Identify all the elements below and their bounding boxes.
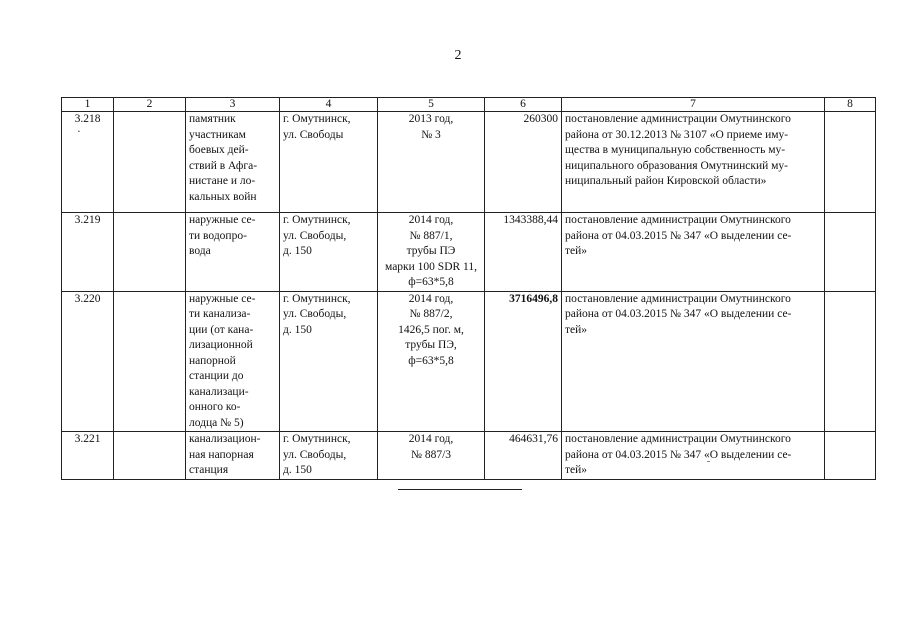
col2-cell xyxy=(114,112,186,213)
row-number-cell: 3.219 xyxy=(62,213,114,292)
details-cell: 2013 год, № 3 xyxy=(378,112,485,213)
object-name-cell: канализацион- ная напорная станция xyxy=(186,432,280,480)
row-number-cell xyxy=(62,112,114,213)
value-cell: 260300 xyxy=(485,112,562,213)
col8-cell xyxy=(825,112,876,213)
row-number: 3.218 xyxy=(74,113,101,125)
value-cell: 1343388,44 xyxy=(485,213,562,292)
scan-speck xyxy=(707,461,710,462)
value-cell: 464631,76 xyxy=(485,432,562,480)
col2-cell xyxy=(114,213,186,292)
details-cell: 2014 год, № 887/1, трубы ПЭ марки 100 SDR 11, ф=63*5,8 xyxy=(378,213,485,292)
header-cell-7: 7 xyxy=(562,98,825,112)
stray-dot: · xyxy=(77,125,81,138)
header-cell-8: 8 xyxy=(825,98,876,112)
object-name-cell: наружные се- ти канализа- ции (от кана- лизационной напорной станции до канализаци- онного ко- лодца № 5) xyxy=(186,291,280,432)
header-cell-1: 1 xyxy=(62,98,114,112)
details-cell: 2014 год, № 887/3 xyxy=(378,432,485,480)
address-cell: г. Омутнинск, ул. Свободы, д. 150 xyxy=(280,432,378,480)
header-cell-3: 3 xyxy=(186,98,280,112)
table-row xyxy=(62,213,876,292)
col2-cell xyxy=(114,291,186,432)
table-row xyxy=(62,291,876,432)
footer-rule xyxy=(398,489,522,490)
basis-cell: постановление администрации Омутнинского района от 04.03.2015 № 347 «О выделении се- тей» xyxy=(562,291,825,432)
row-number-cell: 3.220 xyxy=(62,291,114,432)
col8-cell xyxy=(825,213,876,292)
value-bold: 3716496,8 xyxy=(509,292,558,305)
address-cell: г. Омутнинск, ул. Свободы, д. 150 xyxy=(280,213,378,292)
row-number-cell: 3.221 xyxy=(62,432,114,480)
header-cell-6: 6 xyxy=(485,98,562,112)
table-row xyxy=(62,112,876,213)
address-cell: г. Омутнинск, ул. Свободы, д. 150 xyxy=(280,291,378,432)
header-cell-2: 2 xyxy=(114,98,186,112)
property-registry-table xyxy=(61,97,876,480)
header-cell-4: 4 xyxy=(280,98,378,112)
object-name-cell: памятник участникам боевых дей- ствий в Афга- нистане и ло- кальных войн xyxy=(186,112,280,213)
basis-cell: постановление администрации Омутнинского района от 30.12.2013 № 3107 «О приеме иму- щества в муниципальную собственность му- ниципального образования Омутнинский му- ниципальный район Кировской области» xyxy=(562,112,825,213)
table-row xyxy=(62,432,876,480)
details-cell: 2014 год, № 887/2, 1426,5 пог. м, трубы ПЭ, ф=63*5,8 xyxy=(378,291,485,432)
col8-cell xyxy=(825,432,876,480)
col2-cell xyxy=(114,432,186,480)
header-cell-5: 5 xyxy=(378,98,485,112)
address-cell: г. Омутнинск, ул. Свободы xyxy=(280,112,378,213)
value-cell xyxy=(485,291,562,432)
object-name-cell: наружные се- ти водопро- вода xyxy=(186,213,280,292)
page-number: 2 xyxy=(454,48,462,63)
col8-cell xyxy=(825,291,876,432)
basis-cell: постановление администрации Омутнинского района от 04.03.2015 № 347 «О выделении се- тей» xyxy=(562,213,825,292)
header-row xyxy=(62,98,876,112)
basis-cell: постановление администрации Омутнинского района от 04.03.2015 № 347 «О выделении се- тей» xyxy=(562,432,825,480)
